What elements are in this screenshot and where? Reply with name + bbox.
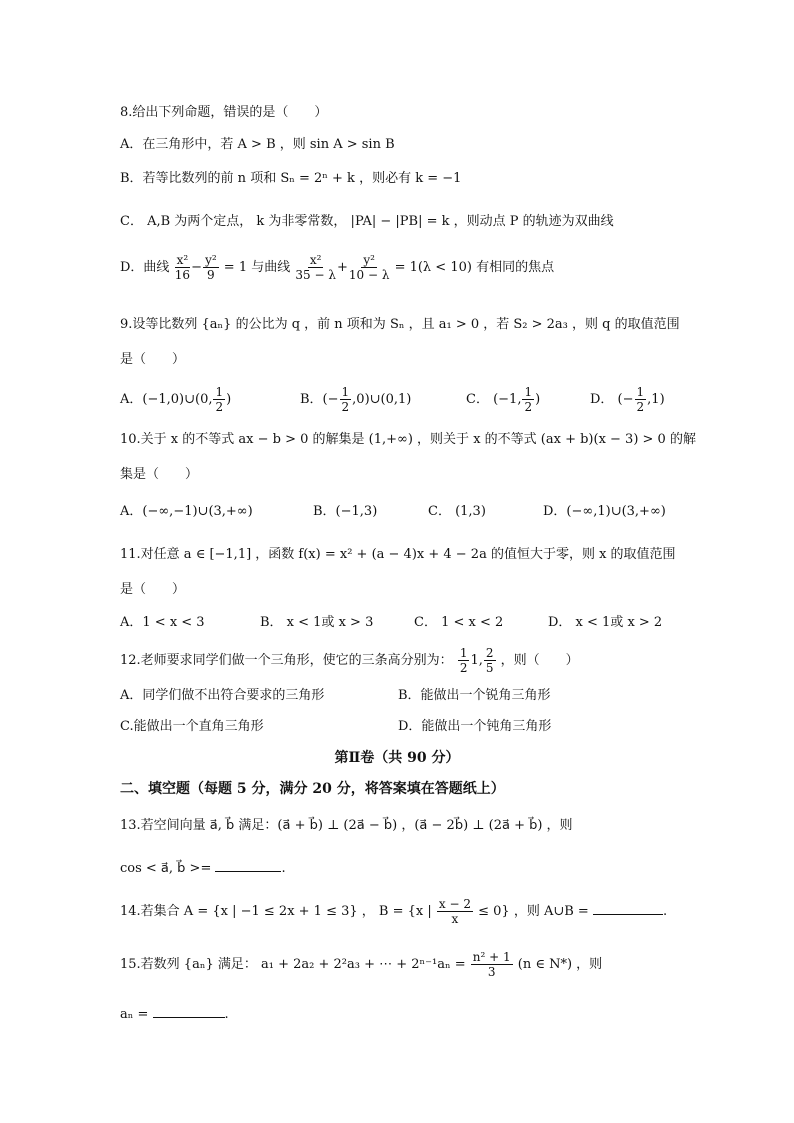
q9-option-d: D． (− $\frac{1}{2}$ ,1) — [590, 385, 665, 414]
q9-option-a: A．(−1,0)∪(0, $\frac{1}{2}$ ) — [120, 385, 232, 414]
q12-option-b: B．能做出一个锐角三角形 — [398, 688, 551, 703]
q9-stem-line2: 是（ ） — [120, 352, 186, 367]
q9-option-c: C． (−1, $\frac{1}{2}$ ) — [466, 385, 541, 414]
fraction: $\frac{1}{2}$ — [341, 385, 350, 414]
q10-option-c: C． (1,3) — [428, 504, 486, 519]
q11-stem-line2: 是（ ） — [120, 582, 186, 597]
fraction: $\frac{\text{x²}}{35 - \lambda}$ — [295, 253, 336, 282]
fraction: $\frac{x - 2}{x}$ — [438, 897, 471, 926]
q11-option-a: A．1 < x < 3 — [120, 615, 205, 630]
q10-option-a: A．(−∞,−1)∪(3,+∞) — [120, 504, 253, 519]
fraction: $\frac{\text{n² + 1}}{3}$ — [472, 950, 511, 979]
q13-stem-line1: 13.若空间向量 a⃗, b⃗ 满足：(a⃗ + b⃗) ⊥ (2a⃗ − b⃗) ，(a⃗ − 2b⃗) ⊥ (2a⃗ + b⃗) ，则 — [120, 818, 573, 833]
q11-option-d: D． x < 1或 x > 2 — [548, 615, 663, 630]
answer-blank[interactable] — [153, 1003, 225, 1018]
q11-stem-line1: 11.对任意 a ∈ [−1,1] ，函数 f(x) = x² + (a − 4)x + 4 − 2a 的值恒大于零，则 x 的取值范围 — [120, 547, 676, 562]
q10-stem-line1: 10.关于 x 的不等式 ax − b > 0 的解集是 (1,+∞) ，则关于 x 的不等式 (ax + b)(x − 3) > 0 的解 — [120, 432, 696, 447]
q8-option-c: C． A,B 为两个定点， k 为非零常数， |PA| − |PB| = k ，则动点 P 的轨迹为双曲线 — [120, 214, 614, 229]
q11-option-b: B． x < 1或 x > 3 — [260, 615, 374, 630]
q12-option-d: D．能做出一个钝角三角形 — [398, 719, 552, 734]
fraction: $\frac{\text{y²}}{9}$ — [205, 253, 217, 282]
q12-option-c: C.能做出一个直角三角形 — [120, 719, 264, 734]
q8-d-suffix: 有相同的焦点 — [476, 260, 555, 275]
q10-stem-line2: 集是（ ） — [120, 467, 199, 482]
section-title: 第Ⅱ卷（共 90 分） — [334, 750, 460, 766]
fraction: $\frac{2}{5}$ — [485, 646, 494, 675]
section-heading: 二、填空题（每题 5 分，满分 20 分，将答案填在答题纸上） — [120, 781, 505, 797]
q9-option-b: B．(− $\frac{1}{2}$ ,0)∪(0,1) — [300, 385, 412, 414]
q8-stem: 8.给出下列命题，错误的是（ ） — [120, 105, 328, 120]
q15-stem: 15.若数列 {aₙ} 满足： a₁ + 2a₂ + 2²a₃ + ⋯ + 2ⁿ⁻¹aₙ = $\frac{\text{n² + 1}}{3}$ (n ∈ N*) ，则 — [120, 950, 603, 979]
q8-d-prefix: D．曲线 — [120, 260, 170, 275]
answer-blank[interactable] — [593, 900, 663, 915]
q8-option-b: B．若等比数列的前 n 项和 Sₙ = 2ⁿ + k ，则必有 k = −1 — [120, 171, 462, 186]
q8-option-a: A．在三角形中，若 A > B ，则 sin A > sin B — [120, 137, 395, 152]
fraction: $\frac{\text{x²}}{16}$ — [174, 253, 190, 282]
q12-option-a: A．同学们做不出符合要求的三角形 — [120, 688, 325, 703]
q9-stem-line1: 9.设等比数列 {aₙ} 的公比为 q ，前 n 项和为 Sₙ ，且 a₁ > 0 ，若 S₂ > 2a₃ ，则 q 的取值范围 — [120, 317, 680, 332]
q14-stem: 14.若集合 A = {x | −1 ≤ 2x + 1 ≤ 3} ， B = {x | $\frac{x - 2}{x}$ ≤ 0} ，则 A∪B = . — [120, 897, 668, 926]
fraction: $\frac{1}{2}$ — [215, 385, 224, 414]
fraction: $\frac{\text{y²}}{10 - \lambda}$ — [348, 253, 390, 282]
q8-option-d: D．曲线 $\frac{\text{x²}}{16}$ − $\frac{\text{y²}}{9}$ = 1 与曲线 $\frac{\text{x²}}{35 - \lambda}$ + $\frac{\text{y²}}{10 - \lambda}$ = 1(λ < 10) 有相同的焦点 — [120, 253, 555, 282]
fraction: $\frac{1}{2}$ — [636, 385, 645, 414]
q15-stem-line2: aₙ = . — [120, 1003, 229, 1025]
q11-option-c: C． 1 < x < 2 — [414, 615, 504, 630]
q10-option-b: B．(−1,3) — [313, 504, 378, 519]
fraction: $\frac{1}{2}$ — [524, 385, 533, 414]
q13-stem-line2: cos < a⃗, b⃗ >= . — [120, 857, 286, 879]
q8-d-mid: 与曲线 — [251, 260, 291, 275]
answer-blank[interactable] — [215, 857, 281, 872]
fraction: $\frac{1}{2}$ — [459, 646, 468, 675]
q10-option-d: D．(−∞,1)∪(3,+∞) — [543, 504, 666, 519]
q12-stem: 12.老师要求同学们做一个三角形，使它的三条高分别为： $\frac{1}{2}$ 1, $\frac{2}{5}$ ，则（ ） — [120, 646, 579, 675]
